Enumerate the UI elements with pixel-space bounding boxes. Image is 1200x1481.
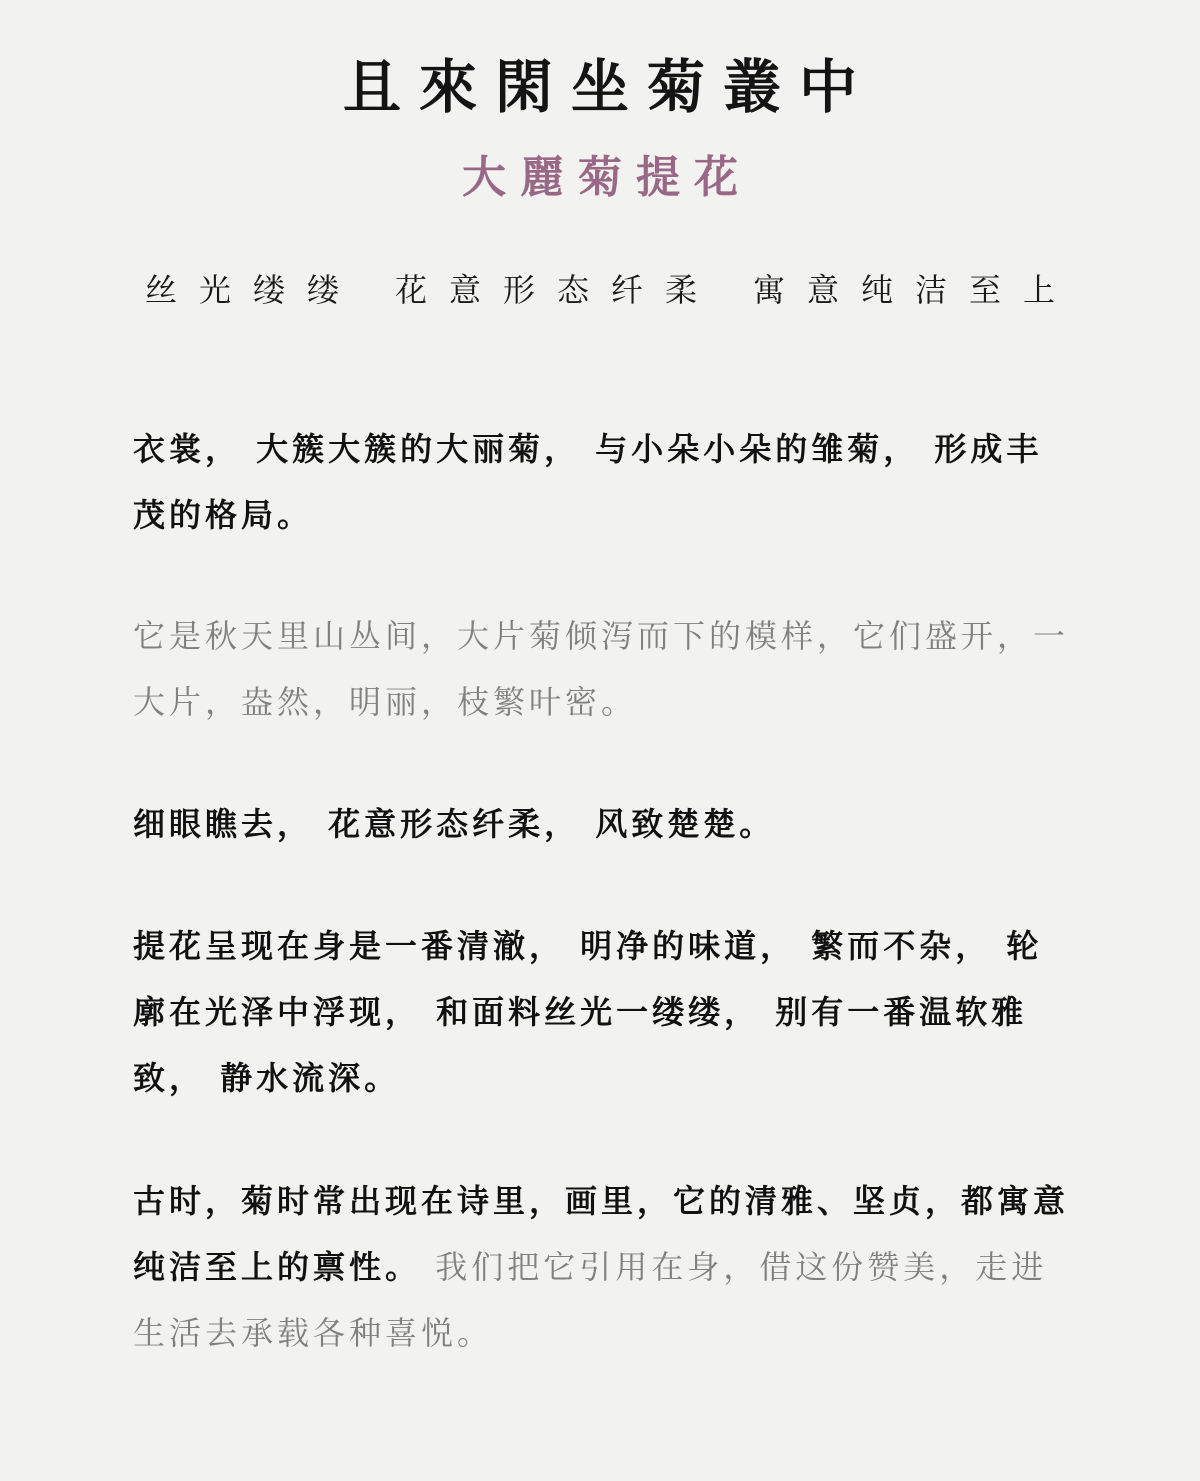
paragraph-2: 它是秋天里山丛间，大片菊倾泻而下的模样，它们盛开，一大片，盎然，明丽，枝繁叶密。: [133, 617, 1070, 721]
paragraph-5-gray-text: 我们把它引用在身，借这份赞美，走进生活去承载各种喜悦。: [133, 1248, 1048, 1352]
paragraph-1: 衣裳， 大簇大簇的大丽菊， 与小朵小朵的雏菊， 形成丰茂的格局。: [133, 430, 1043, 534]
tagline-item-1: 丝光缕缕: [144, 271, 361, 309]
paragraph-4: 提花呈现在身是一番清澈， 明净的味道， 繁而不杂， 轮廓在光泽中浮现， 和面料丝光一缕缕， 别有一番温软雅致， 静水流深。: [133, 927, 1043, 1097]
page-subtitle: 大麗菊提花: [462, 152, 752, 203]
paragraph-5: [133, 1168, 1073, 1366]
tagline: [0, 268, 1200, 312]
paragraph-3: 细眼瞧去， 花意形态纤柔， 风致楚楚。: [133, 805, 776, 843]
tagline-item-2: 花意形态纤柔: [394, 271, 719, 309]
page-title: 且來閑坐菊叢中: [342, 53, 875, 121]
tagline-item-3: 寓意纯洁至上: [753, 271, 1078, 309]
paragraph-5-dark-text: 古时，菊时常出现在诗里，画里，它的清雅、坚贞，都寓意纯洁至上的禀性。: [133, 1182, 1070, 1286]
